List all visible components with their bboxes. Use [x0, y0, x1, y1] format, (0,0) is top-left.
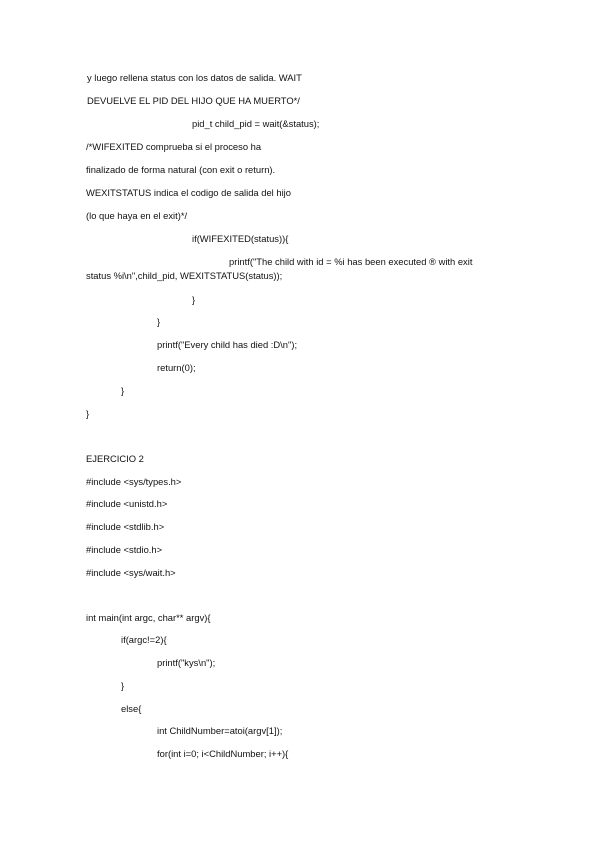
code-line: }: [121, 680, 125, 691]
code-line: printf("Every child has died :D\n");: [157, 339, 298, 350]
comment-line: /*WIFEXITED comprueba si el proceso ha: [86, 141, 262, 152]
code-line: if(argc!=2){: [121, 634, 167, 645]
include-line: #include <stdio.h>: [86, 544, 163, 555]
comment-line: WEXITSTATUS indica el codigo de salida del hijo: [86, 187, 291, 198]
code-line: status %i\n",child_pid, WEXITSTATUS(status));: [86, 270, 283, 281]
comment-line: (lo que haya en el exit)*/: [86, 210, 188, 221]
text-line: DEVUELVE EL PID DEL HIJO QUE HA MUERTO*/: [87, 95, 300, 106]
code-line: for(int i=0; i<ChildNumber; i++){: [157, 748, 289, 759]
code-line: }: [86, 408, 90, 419]
code-line: }: [121, 385, 125, 396]
code-line: else{: [121, 703, 142, 714]
include-line: #include <stdlib.h>: [86, 521, 165, 532]
section-heading: EJERCICIO 2: [86, 453, 144, 464]
code-line: int ChildNumber=atoi(argv[1]);: [157, 725, 283, 736]
code-line: printf("The child with id = %i has been executed ® with exit: [229, 256, 473, 267]
code-line: printf("kys\n");: [157, 657, 216, 668]
code-line: int main(int argc, char** argv){: [86, 612, 211, 623]
include-line: #include <unistd.h>: [86, 498, 168, 509]
include-line: #include <sys/types.h>: [86, 476, 182, 487]
include-line: #include <sys/wait.h>: [86, 567, 176, 578]
code-line: return(0);: [157, 362, 196, 373]
code-line: if(WIFEXITED(status)){: [192, 233, 289, 244]
comment-line: finalizado de forma natural (con exit o return).: [86, 164, 276, 175]
code-line: }: [157, 316, 161, 327]
code-line: pid_t child_pid = wait(&status);: [192, 118, 320, 129]
code-line: }: [192, 294, 196, 305]
text-line: y luego rellena status con los datos de salida. WAIT: [87, 72, 302, 83]
